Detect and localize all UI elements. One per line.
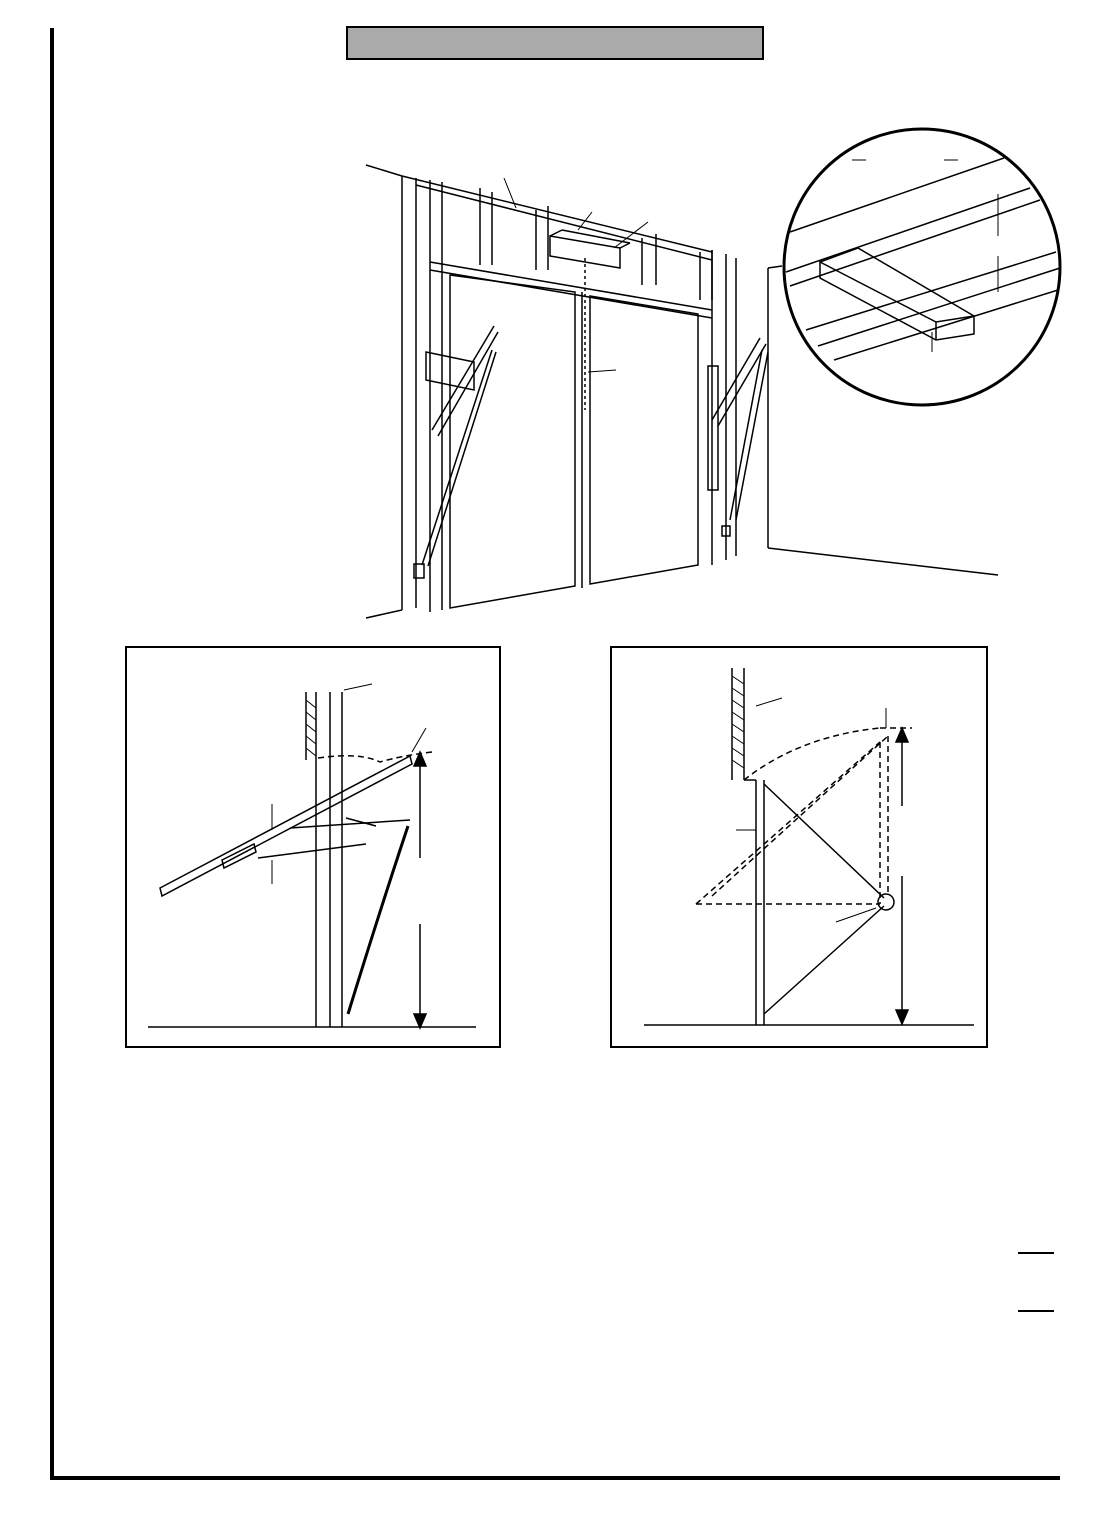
ceiling-joist-detail-figure	[784, 129, 1060, 405]
answer-blank-2	[1018, 1310, 1054, 1312]
answer-blank-1	[1018, 1252, 1054, 1254]
jamb-hardware-panel	[611, 647, 987, 1047]
garage-door-framing-figure	[366, 165, 998, 618]
track-hardware-panel	[126, 647, 500, 1047]
